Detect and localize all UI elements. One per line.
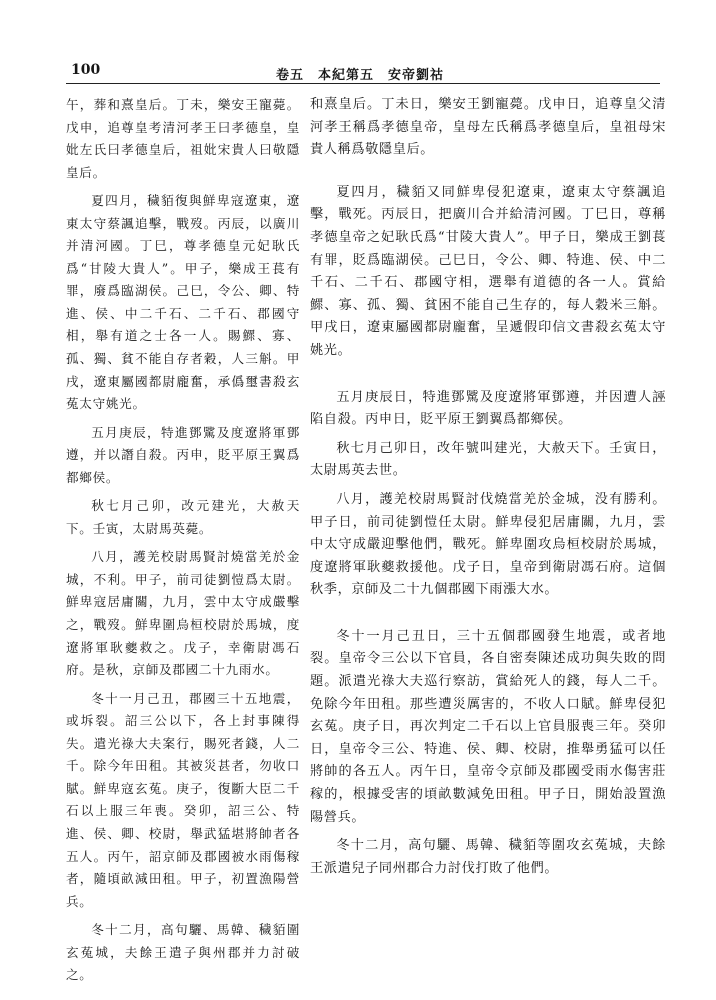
classical-paragraph: 八月，護羌校尉馬賢討燒當羌於金城，不利。甲子，前司徒劉愷爲太尉。鮮卑寇居庸關，九月，雲中太守成嚴擊之，戰歿。鮮卑圍烏桓校尉於馬城，度遼將軍耿夔救之。戊子，幸衛尉馮石府。是秋，京師及郡國二十九雨水。 [66, 549, 300, 678]
running-head: 卷五 本紀第五 安帝劉祜 [276, 68, 445, 83]
translation-paragraph: 冬十二月，高句驪、馬韓、穢貊等圍攻玄菟城，夫餘王派遣兒子同州郡合力討伐打敗了他們。 [310, 838, 666, 876]
classical-paragraph: 午，葬和熹皇后。丁未，樂安王寵薨。戊申，追尊皇考清河孝王曰孝德皇，皇妣左氏曰孝德皇后，祖妣宋貴人曰敬隱皇后。 [66, 97, 300, 180]
translation-paragraph: 秋七月己卯日，改年號叫建光，大赦天下。壬寅日，太尉馬英去世。 [310, 440, 666, 479]
classical-paragraph: 夏四月，穢貊復與鮮卑寇遼東，遼東太守蔡諷追擊，戰歿。丙辰，以廣川并清河國。丁巳，尊孝德皇元妃耿氏爲“甘陵大貴人”。甲子，樂成王萇有罪，廢爲臨湖侯。己巳，令公、卿、特進、侯、中二千石、二千石、郡國守相，舉有道之士各一人。賜鰥、寡、孤、獨、貧不能自存者穀，人三斛。甲戌，遼東屬國都尉龐奮，承僞璽書殺玄菟太守姚光。 [66, 193, 300, 412]
translation-paragraph: 夏四月，穢貊又同鮮卑侵犯遼東，遼東太守蔡諷追擊，戰死。丙辰日，把廣川合并給清河國。丁巳日，尊稱孝德皇帝之妃耿氏爲“甘陵大貴人”。甲子日，樂成王劉萇有罪，貶爲臨湖侯。己巳日，令公、卿、特進、侯、中二千石、二千石、郡國守相，選舉有道德的各一人。賞給鰥、寡、孤、獨、貧困不能自己生存的，每人穀米三斛。甲戌日，遼東屬國都尉龐奮，呈遞假印信文書殺玄菟太守姚光。 [310, 184, 666, 358]
classical-paragraph: 秋七月己卯，改元建光，大赦天下。壬寅，太尉馬英薨。 [66, 498, 300, 536]
header-rule [66, 83, 660, 84]
classical-paragraph: 冬十一月己丑，郡國三十五地震，或坼裂。詔三公以下，各上封事陳得失。遣光祿大夫案行，賜死者錢，人二千。除今年田租。其被災甚者，勿收口賦。鮮卑寇玄菟。庚子，復斷大臣二千石以上服三年喪。癸卯，詔三公、特進、侯、卿、校尉，舉武猛堪將帥者各五人。丙午，詔京師及郡國被水雨傷稼者，隨頃畝減田租。甲子，初置漁陽營兵。 [66, 690, 300, 909]
translation-paragraph: 和熹皇后。丁未日，樂安王劉寵薨。戊申日，追尊皇父清河孝王稱爲孝德皇帝，皇母左氏稱爲孝德皇后，皇祖母宋貴人稱爲敬隱皇后。 [310, 97, 666, 158]
classical-paragraph: 冬十二月，高句驪、馬韓、穢貊圍玄菟城，夫餘王遣子與州郡并力討破之。 [66, 922, 300, 983]
classical-text-column [66, 94, 300, 987]
page-number: 100 [71, 62, 101, 78]
translation-paragraph: 八月，護羌校尉馬賢討伐燒當羌於金城，没有勝利。甲子日，前司徒劉愷任太尉。鮮卑侵犯居庸關，九月，雲中太守成嚴迎擊他們，戰死。鮮卑圍攻烏桓校尉於馬城，度遼將軍耿夔救援他。戊子日，皇帝到衛尉馮石府。這個秋季，京師及二十九個郡國下雨漲大水。 [310, 491, 666, 598]
classical-paragraph: 五月庚辰，特進鄧騭及度遼將軍鄧遵，并以譖自殺。丙申，貶平原王翼爲都鄉侯。 [66, 424, 300, 485]
translation-paragraph: 冬十一月己丑日，三十五個郡國發生地震，或者地裂。皇帝令三公以下官員，各自密奏陳述成功與失敗的問題。派遣光祿大夫巡行察訪，賞給死人的錢，每人二千。免除今年田租。那些遭災厲害的，不收人口賦。鮮卑侵犯玄菟。庚子日，再次判定二千石以上官員服喪三年。癸卯日，皇帝令三公、特進、侯、卿、校尉，推舉勇猛可以任將帥的各五人。丙午日，皇帝令京師及郡國受雨水傷害莊稼的，根據受害的頃畝數減免田租。甲子日，開始設置漁陽營兵。 [310, 628, 666, 825]
translation-paragraph: 五月庚辰日，特進鄧騭及度遼將軍鄧遵，并因遭人誣陷自殺。丙申日，貶平原王劉翼爲都鄉侯。 [310, 389, 666, 428]
translation-column [310, 94, 666, 880]
